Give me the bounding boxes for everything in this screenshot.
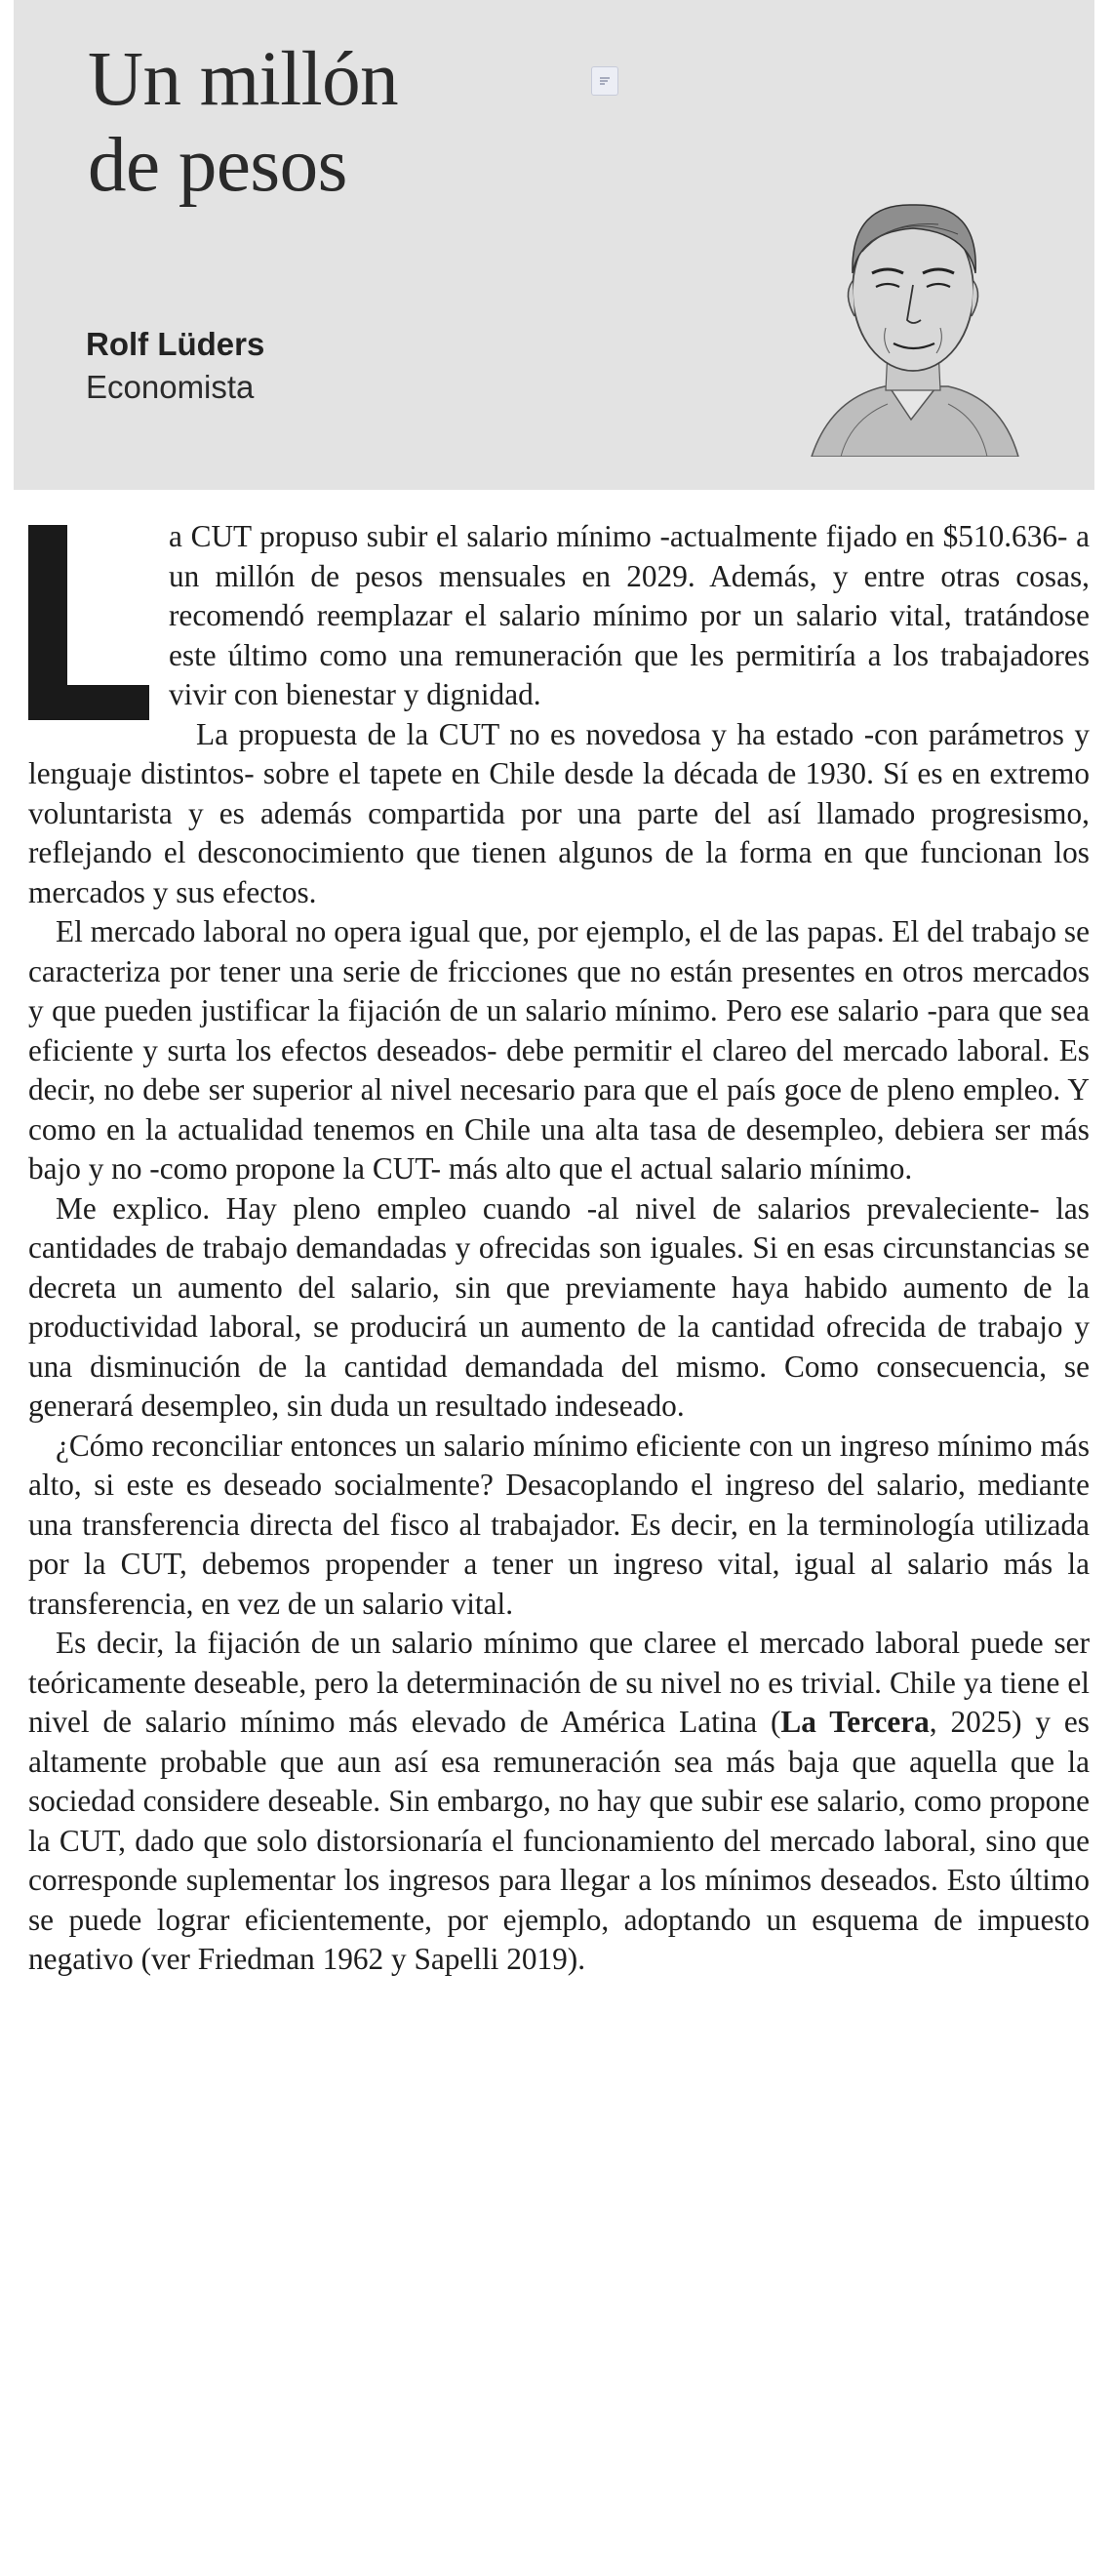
paragraph-3: El mercado laboral no opera igual que, por ejemplo, el de las papas. El del trabajo se caracteriza por tener una serie de fricciones que no están presentes en otros mercados y que pueden justificar la fijación de un salario mínimo. Pero ese salario -para que sea eficiente y surta los efectos deseados- debe permitir el clareo del mercado laboral. Es decir, no debe ser superior al nivel necesario para que el país goce de pleno empleo. Y como en la actualidad tenemos en Chile una alta tasa de desempleo, debiera ser más bajo y no -como propone la CUT- más alto que el actual salario mínimo.	[28, 914, 1090, 1186]
paragraph-2: La propuesta de la CUT no es novedosa y ha estado -con parámetros y lenguaje distintos- sobre el tapete en Chile desde la década de 1930. Sí es en extremo voluntarista y es además compartida por una parte del así llamado progresismo, reflejando el desconocimiento que tienen algunos de la forma en que funcionan los mercados y sus efectos.	[28, 716, 1090, 909]
note-icon[interactable]	[591, 66, 618, 96]
author-portrait	[802, 164, 1026, 457]
paragraph-6-start: Es decir, la fijación de un salario mínimo que claree el mercado laboral puede ser teóricamente deseable, pero la determinación de su nivel no es trivial. Chile ya tiene el nivel de salario mínimo más elevado de América Latina (	[28, 1626, 1090, 1739]
paragraph-5: ¿Cómo reconciliar entonces un salario mínimo eficiente con un ingreso mínimo más alto, si este es deseado socialmente? Desacoplando el ingreso del salario, mediante una transferencia directa del fisco al trabajador. Es decir, en la terminología utilizada por la CUT, debemos propender a tener un ingreso vital, igual al salario más la transferencia, en vez de un salario vital.	[28, 1428, 1090, 1621]
author-role: Economista	[86, 369, 255, 405]
dropcap-letter	[28, 525, 149, 720]
headline	[88, 37, 398, 209]
header-box	[14, 0, 1094, 490]
newspaper-reference: La Tercera	[780, 1705, 930, 1739]
paragraph-1: a CUT propuso subir el salario mínimo -actualmente fijado en $510.636- a un millón de pesos mensuales en 2029. Además, y entre otras cosas, recomendó reemplazar el salario mínimo por un salario vital, tratándose este último como una remuneración que les permitiría a los trabajadores vivir con bienestar y dignidad.	[169, 519, 1090, 711]
paragraph-6	[28, 1624, 1090, 1980]
author-name: Rolf Lüders	[86, 326, 265, 362]
article-body	[28, 517, 1090, 1980]
paragraph-4: Me explico. Hay pleno empleo cuando -al nivel de salarios prevaleciente- las cantidades de trabajo demandadas y ofrecidas son iguales. Si en esas circunstancias se decreta un aumento del salario, sin que previamente haya habido aumento de la productividad laboral, se producirá un aumento de la cantidad ofrecida de trabajo y una disminución de la cantidad demandada del mismo. Como consecuencia, se generará desempleo, sin duda un resultado indeseado.	[28, 1190, 1090, 1423]
headline-line-2: de pesos	[88, 123, 347, 208]
headline-line-1: Un millón	[88, 37, 399, 122]
paragraph-6-end: , 2025) y es altamente probable que aun así esa remuneración sea más baja que aquella que la sociedad considere deseable. Sin embargo, no hay que subir ese salario, como propone la CUT, dado que solo distorsionaría el funcionamiento del mercado laboral, sino que corresponde suplementar los ingresos para llegar a los mínimos deseados. Esto último se puede lograr eficientemente, por ejemplo, adoptando un esquema de impuesto negativo (ver Friedman 1962 y Sapelli 2019).	[28, 1705, 1090, 1976]
